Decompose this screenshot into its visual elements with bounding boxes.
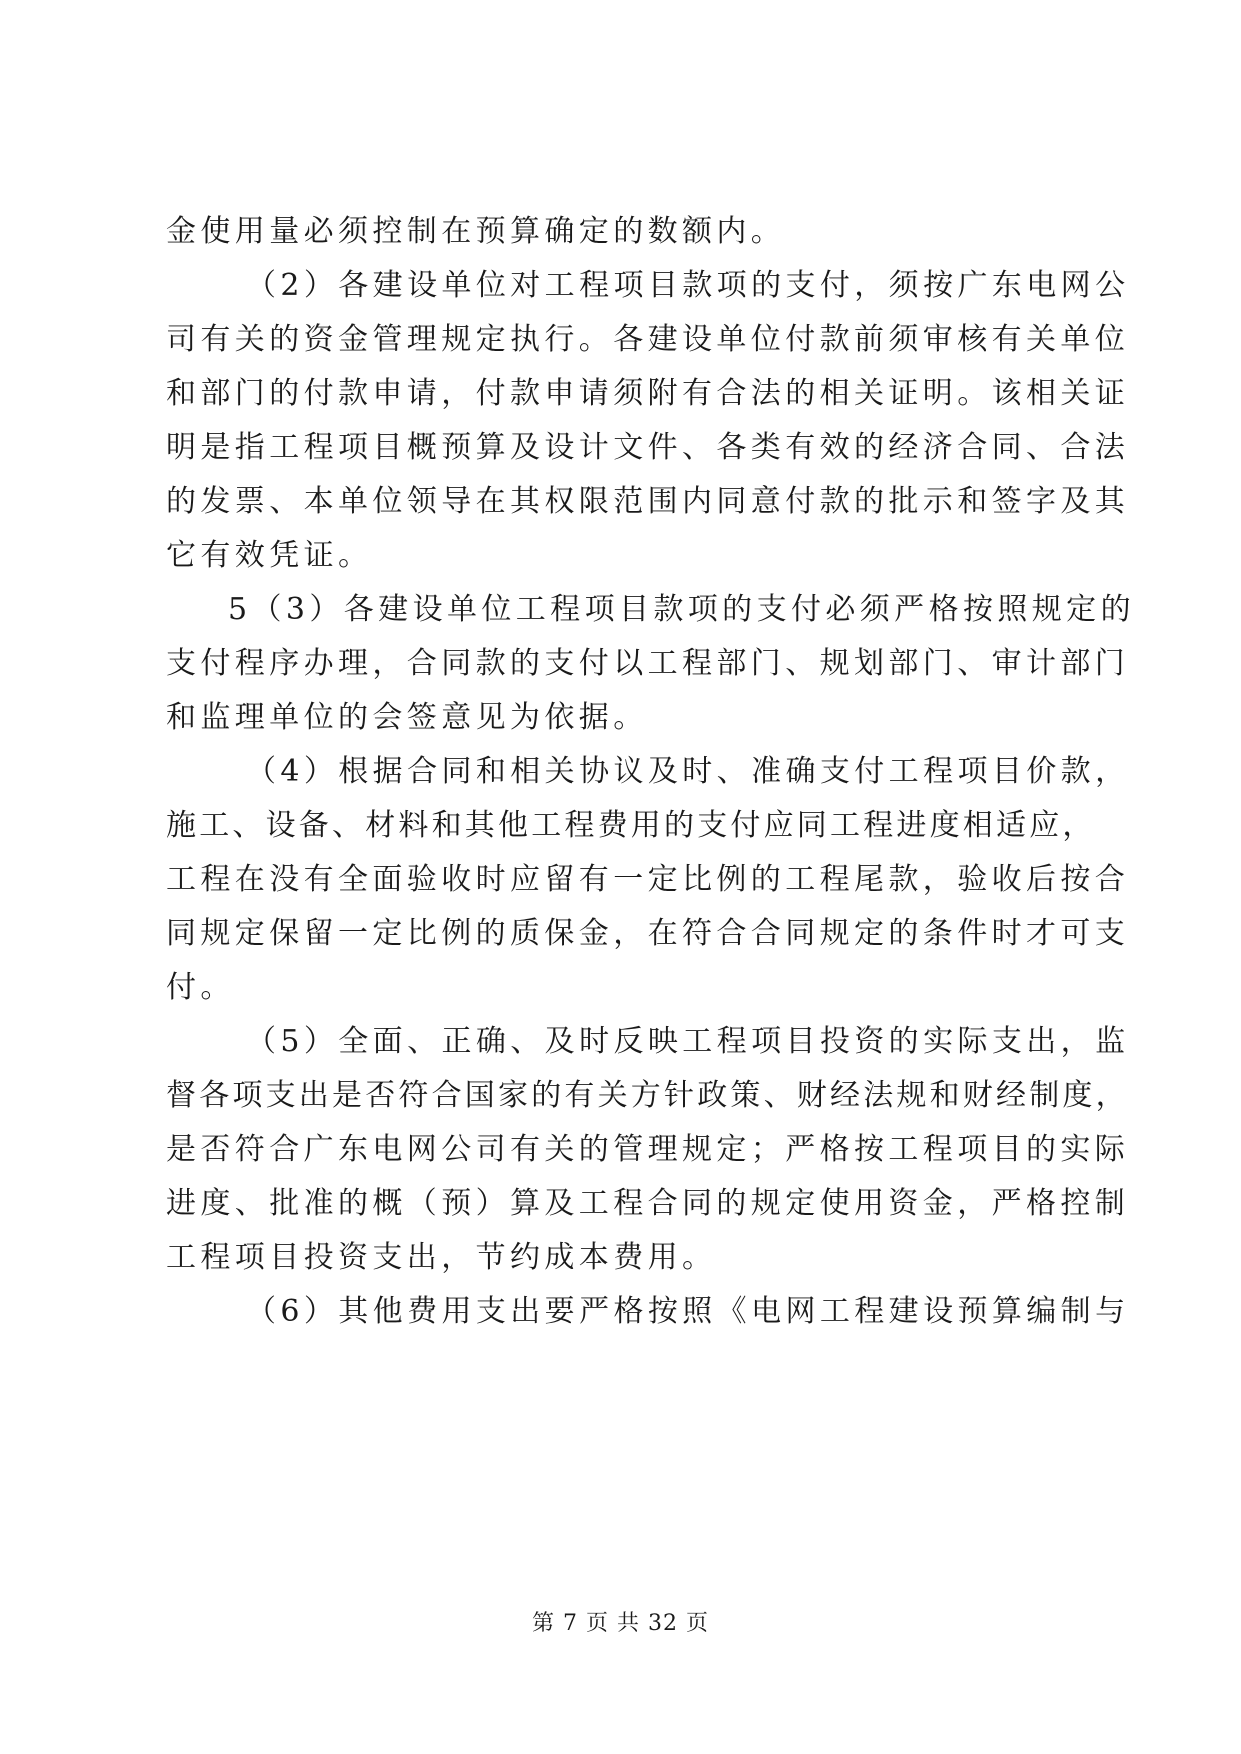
text-line: （4）根据合同和相关协议及时、准确支付工程项目价款， (246, 754, 1130, 789)
text-line: 金使用量必须控制在预算确定的数额内。 (166, 214, 786, 249)
text-line: 进度、批准的概（预）算及工程合同的规定使用资金，严格控制 (166, 1186, 1130, 1221)
text-line: 是否符合广东电网公司有关的管理规定；严格按工程项目的实际 (166, 1132, 1130, 1167)
text-line: （6）其他费用支出要严格按照《电网工程建设预算编制与 (246, 1294, 1130, 1329)
text-line: 工程在没有全面验收时应留有一定比例的工程尾款，验收后按合 (166, 862, 1130, 897)
text-line: （5）全面、正确、及时反映工程项目投资的实际支出，监 (246, 1024, 1130, 1059)
text-line: 和部门的付款申请，付款申请须附有合法的相关证明。该相关证 (166, 376, 1130, 411)
text-line: 工程项目投资支出，节约成本费用。 (166, 1240, 717, 1275)
text-line: 付。 (166, 970, 235, 1005)
text-line: 明是指工程项目概预算及设计文件、各类有效的经济合同、合法 (166, 430, 1130, 465)
text-line: 司有关的资金管理规定执行。各建设单位付款前须审核有关单位 (166, 322, 1130, 357)
text-line: 它有效凭证。 (166, 538, 373, 573)
text-line: 施工、设备、材料和其他工程费用的支付应同工程进度相适应， (166, 808, 1096, 843)
text-line: 的发票、本单位领导在其权限范围内同意付款的批示和签字及其 (166, 484, 1130, 519)
text-line: 5（3）各建设单位工程项目款项的支付必须严格按照规定的 (228, 592, 1135, 627)
page-number-footer: 第 7 页 共 32 页 (532, 1611, 709, 1636)
text-line: 支付程序办理，合同款的支付以工程部门、规划部门、审计部门 (166, 646, 1130, 681)
text-line: 和监理单位的会签意见为依据。 (166, 700, 648, 735)
text-line: 督各项支出是否符合国家的有关方针政策、财经法规和财经制度， (166, 1078, 1129, 1113)
text-line: （2）各建设单位对工程项目款项的支付，须按广东电网公 (246, 268, 1130, 303)
text-line: 同规定保留一定比例的质保金，在符合合同规定的条件时才可支 (166, 916, 1130, 951)
